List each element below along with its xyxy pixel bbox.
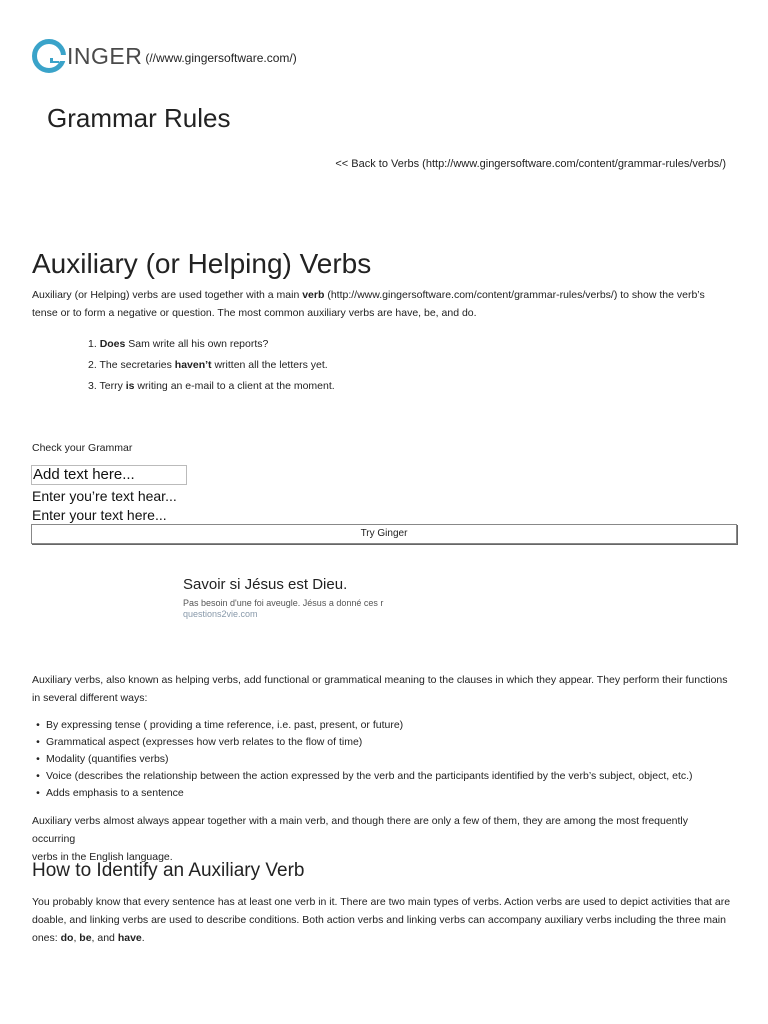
back-to-verbs-link[interactable]: << Back to Verbs (http://www.gingersoftware.com/content/grammar-rules/verbs/) bbox=[335, 158, 726, 170]
body-paragraph-3 bbox=[32, 893, 732, 947]
intro-text-line2: tense or to form a negative or question. The most common auxiliary verbs are have, be, and do. bbox=[32, 307, 477, 319]
body-paragraph-1 bbox=[32, 671, 732, 707]
bold-term: do bbox=[60, 932, 74, 944]
item-text: The secretaries bbox=[99, 359, 175, 371]
paragraph-text: Auxiliary verbs almost always appear together with a main verb, and though there are only a few of them, they are among the most frequently occurring bbox=[32, 815, 689, 845]
paragraph-text: , and bbox=[91, 932, 118, 944]
item-text: Sam write all his own reports? bbox=[125, 338, 269, 350]
section-title: Grammar Rules bbox=[47, 103, 231, 133]
paragraph-text: . bbox=[141, 932, 145, 944]
paragraph-text: ones: bbox=[32, 932, 61, 944]
bullet-text: Voice (describes the relationship between the action expressed by the verb and the participants identified by the verb’s subject, object, etc.) bbox=[46, 770, 693, 782]
list-item bbox=[88, 338, 268, 350]
bullet-icon: • bbox=[36, 753, 40, 765]
bullet-icon: • bbox=[36, 770, 40, 782]
paragraph-text: Auxiliary verbs, also known as helping verbs, add functional or grammatical meaning to the clauses in which they appear. They perform their functions bbox=[32, 674, 728, 686]
list-item bbox=[30, 770, 693, 782]
item-number: 3. bbox=[88, 380, 97, 392]
body-paragraph-2 bbox=[32, 812, 732, 866]
item-text: written all the letters yet. bbox=[211, 359, 328, 371]
bullet-text: By expressing tense ( providing a time reference, i.e. past, present, or future) bbox=[46, 719, 404, 731]
paragraph-text: doable, and linking verbs are used to describe conditions. Both action verbs and linking verbs can accompany auxiliary verbs including the three main bbox=[32, 914, 726, 926]
bold-term: have bbox=[117, 932, 142, 944]
sample-text-line: Enter you’re text hear... bbox=[32, 488, 177, 504]
item-bold: is bbox=[125, 380, 135, 392]
bullet-text: Modality (quantifies verbs) bbox=[46, 753, 169, 765]
item-bold: Does bbox=[99, 338, 126, 350]
intro-paragraph bbox=[32, 286, 732, 322]
sample-text-line: Enter your text here... bbox=[32, 507, 167, 523]
list-item bbox=[88, 380, 335, 392]
section-heading: How to Identify an Auxiliary Verb bbox=[32, 860, 305, 881]
list-item bbox=[88, 359, 328, 371]
page-title: Auxiliary (or Helping) Verbs bbox=[32, 248, 372, 279]
ginger-logo-icon bbox=[32, 39, 66, 73]
verb-link[interactable]: verb bbox=[302, 289, 325, 301]
paragraph-text: , bbox=[73, 932, 80, 944]
grammar-text-input[interactable]: Add text here... bbox=[31, 465, 187, 485]
ad-subtitle[interactable]: Pas besoin d'une foi aveugle. Jésus a donné ces r bbox=[183, 598, 384, 608]
bullet-icon: • bbox=[36, 787, 40, 799]
item-text: writing an e-mail to a client at the moment. bbox=[134, 380, 335, 392]
item-number: 2. bbox=[88, 359, 97, 371]
ad-title[interactable]: Savoir si Jésus est Dieu. bbox=[183, 576, 348, 593]
item-text: Terry bbox=[99, 380, 126, 392]
intro-text-cont: (http://www.gingersoftware.com/content/grammar-rules/verbs/) to show the verb’s bbox=[324, 289, 705, 301]
list-item bbox=[30, 719, 403, 731]
paragraph-text: You probably know that every sentence has at least one verb in it. There are two main types of verbs. Action verbs are used to depict activities that are bbox=[32, 896, 731, 908]
bullet-icon: • bbox=[36, 719, 40, 731]
list-item bbox=[30, 753, 169, 765]
logo-wordmark: INGER bbox=[67, 42, 143, 69]
check-grammar-label: Check your Grammar bbox=[32, 442, 133, 454]
item-bold: haven’t bbox=[174, 359, 212, 371]
item-number: 1. bbox=[88, 338, 97, 350]
site-url[interactable]: (//www.gingersoftware.com/) bbox=[145, 51, 297, 65]
bullet-text: Adds emphasis to a sentence bbox=[46, 787, 184, 799]
bullet-icon: • bbox=[36, 736, 40, 748]
bullet-text: Grammatical aspect (expresses how verb relates to the flow of time) bbox=[46, 736, 363, 748]
ginger-logo-link[interactable] bbox=[32, 36, 297, 76]
bold-term: be bbox=[79, 932, 92, 944]
list-item bbox=[30, 787, 184, 799]
paragraph-text: verbs in the English language. bbox=[32, 851, 173, 863]
intro-text: Auxiliary (or Helping) verbs are used together with a main bbox=[32, 289, 303, 301]
ad-source[interactable]: questions2vie.com bbox=[183, 609, 258, 619]
try-ginger-button[interactable]: Try Ginger bbox=[31, 524, 737, 544]
list-item bbox=[30, 736, 362, 748]
paragraph-text: in several different ways: bbox=[32, 692, 148, 704]
